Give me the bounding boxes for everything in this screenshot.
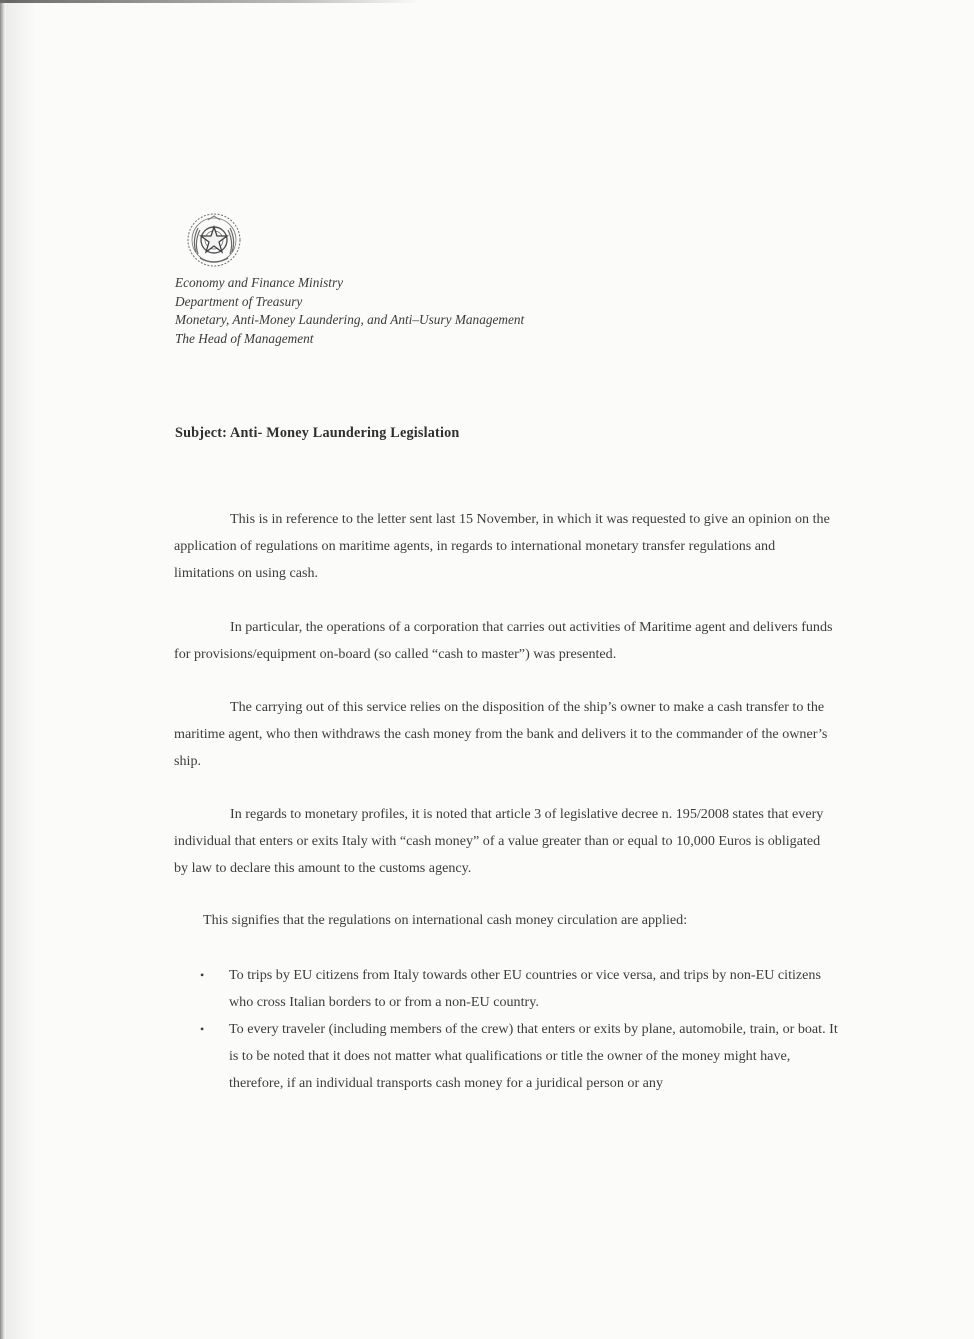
paragraph-operations: In particular, the operations of a corporation that carries out activities of Maritime agent and delivers funds for provisions/equipment on-board (so called “cash to master”) was presented. — [174, 619, 833, 662]
list-item — [200, 962, 840, 1016]
letterhead-department: Department of Treasury — [175, 293, 303, 309]
letterhead-head: The Head of Management — [175, 330, 314, 346]
paragraph-reference: This is in reference to the letter sent last 15 November, in which it was requested to give an opinion on the application of regulations on maritime agents, in regards to international monetary transfer regulations and limitations on using cash. — [174, 511, 830, 581]
bullet-icon: • — [200, 1022, 205, 1036]
italian-republic-emblem-icon — [186, 212, 242, 268]
list-item — [200, 1016, 840, 1097]
paragraph-service: The carrying out of this service relies on the disposition of the ship’s owner to make a cash transfer to the maritime agent, who then withdraws the cash money from the bank and delivers it to the commander of the owner’s ship. — [174, 699, 828, 769]
subject-line: Subject: Anti- Money Laundering Legislation — [175, 425, 460, 441]
scan-edge-top — [0, 0, 420, 3]
paragraph-monetary-profiles: In regards to monetary profiles, it is noted that article 3 of legislative decree n. 195/2008 states that every individual that enters or exits Italy with “cash money” of a value greater than or equal to 10,000 Euros is obligated by law to declare this amount to the customs agency. — [174, 806, 824, 876]
list-item-text: To every traveler (including members of the crew) that enters or exits by plane, automobile, train, or boat. It is to be noted that it does not matter what qualifications or title the owner of the money might have, therefore, if an individual transports cash money for a juridical person or any — [229, 1021, 838, 1091]
list-item-text: To trips by EU citizens from Italy towards other EU countries or vice versa, and trips by non-EU citizens who cross Italian borders to or from a non-EU country. — [229, 967, 821, 1010]
bullet-icon: • — [200, 968, 205, 982]
letterhead-ministry: Economy and Finance Ministry — [175, 275, 344, 290]
scan-shadow — [6, 0, 36, 1339]
letterhead-management: Monetary, Anti-Money Laundering, and Anti–Usury Management — [175, 312, 525, 327]
regulations-list — [200, 962, 840, 1097]
letterhead — [175, 274, 524, 348]
paragraph-regulations-applied: This signifies that the regulations on international cash money circulation are applied: — [203, 912, 688, 928]
